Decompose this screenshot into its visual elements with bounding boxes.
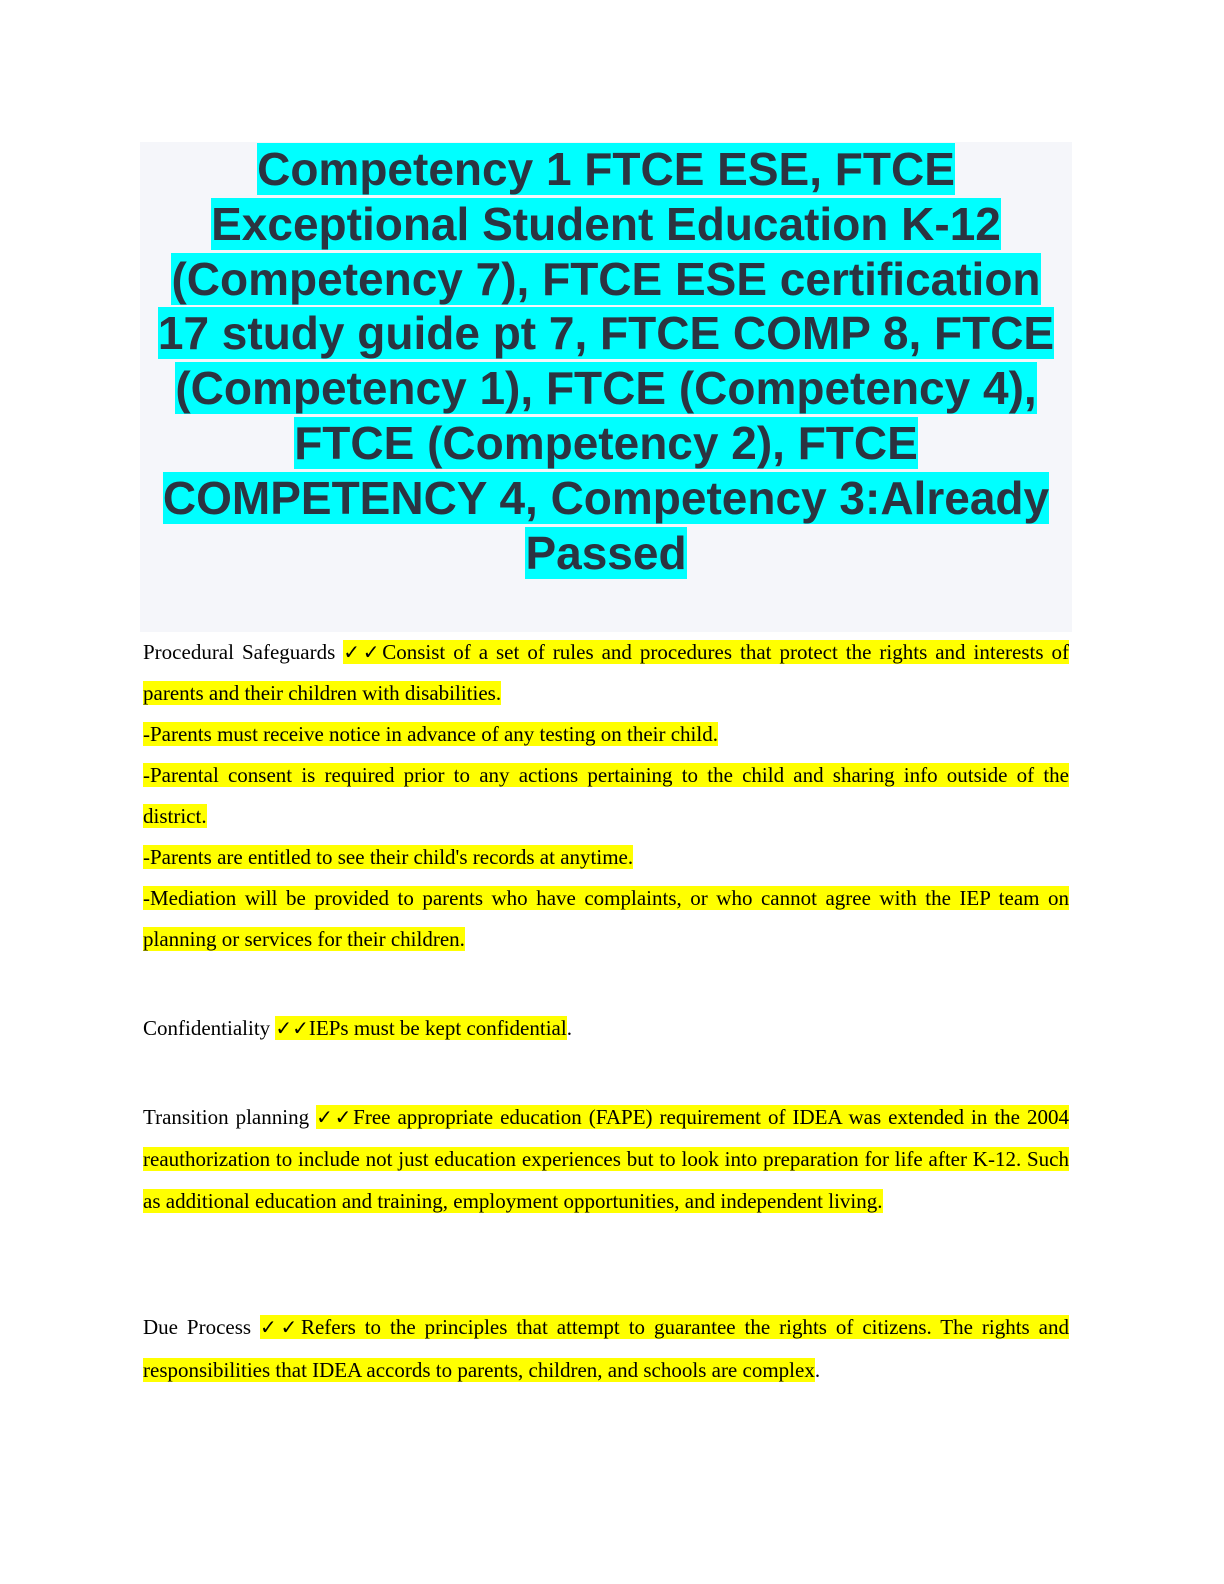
- double-check-icon: ✓✓: [343, 640, 383, 664]
- entry-confidentiality: [143, 1008, 1069, 1049]
- entry-term: Confidentiality: [143, 1016, 276, 1040]
- entry-term: Transition planning: [143, 1105, 317, 1129]
- double-check-icon: ✓✓: [316, 1105, 354, 1129]
- entry-due-process: [143, 1306, 1069, 1392]
- bullet-text: -Parents are entitled to see their child's records at anytime.: [143, 845, 634, 869]
- definition-text: Consist of a set of rules and procedures that protect the rights and interests of parents and their children with disabilities.: [143, 640, 1069, 705]
- double-check-icon: ✓✓: [260, 1315, 301, 1339]
- entry-definition: [275, 1016, 566, 1040]
- entry-bullet-line: [143, 837, 1069, 878]
- entry-term: Due Process: [143, 1315, 261, 1339]
- trailing-period: .: [814, 1358, 821, 1382]
- entry-bullet-line: [143, 714, 1069, 755]
- entry-definition: [143, 1315, 1069, 1382]
- entry-transition-planning: [143, 1096, 1069, 1222]
- bullet-text: -Parental consent is required prior to any actions pertaining to the child and sharing info outside of the district.: [143, 763, 1069, 828]
- bullet-text: -Parents must receive notice in advance of any testing on their child.: [143, 722, 718, 746]
- entry-bullet-line: [143, 755, 1069, 837]
- document-title: [142, 142, 1070, 580]
- entry-paragraph: [143, 1306, 1069, 1392]
- definition-text: IEPs must be kept confidential: [308, 1016, 567, 1040]
- bullet-text: -Mediation will be provided to parents who have complaints, or who cannot agree with the IEP team on planning or services for their children.: [143, 886, 1069, 951]
- entry-paragraph: [143, 1008, 1069, 1049]
- document-title-text: Competency 1 FTCE ESE, FTCE Exceptional Student Education K-12 (Competency 7), FTCE ESE certification 17 study guide pt 7, FTCE COMP 8, FTCE (Competency 1), FTCE (Competency 4), FTCE (Competency 2), FTCE COMPETENCY 4, Competency 3:Already Passed: [157, 143, 1055, 579]
- entry-paragraph: [143, 1096, 1069, 1222]
- entry-paragraph: [143, 632, 1069, 714]
- entry-bullet-line: [143, 878, 1069, 960]
- definition-text: Free appropriate education (FAPE) requirement of IDEA was extended in the 2004 reauthorization to include not just education experiences but to look into preparation for life after K-12. Such as additional education and training, employment opportunities, and independent living.: [143, 1105, 1069, 1213]
- entry-procedural-safeguards: [143, 632, 1069, 960]
- title-block: [140, 142, 1072, 632]
- definition-text: Refers to the principles that attempt to guarantee the rights of citizens. The rights and responsibilities that IDEA accords to parents, children, and schools are complex: [143, 1315, 1069, 1382]
- trailing-period: .: [566, 1016, 572, 1040]
- entry-term: Procedural Safeguards: [143, 640, 344, 664]
- double-check-icon: ✓✓: [275, 1016, 309, 1040]
